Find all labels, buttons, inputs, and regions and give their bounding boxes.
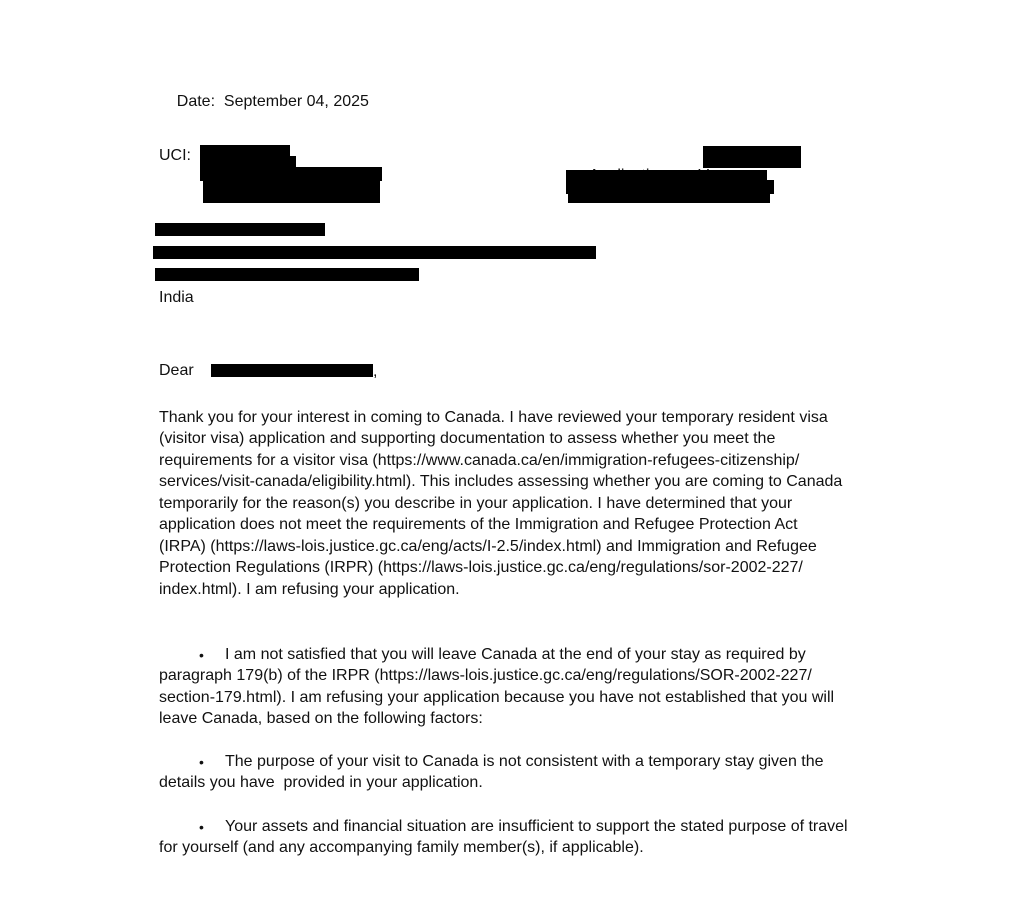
paragraph-line: (IRPA) (https://laws-lois.justice.gc.ca/eng/acts/I-2.5/index.html) and Immigration and Refugee [159,538,817,555]
paragraph-line: index.html). I am refusing your application. [159,581,460,598]
paragraph-line: Protection Regulations (IRPR) (https://laws-lois.justice.gc.ca/eng/regulations/sor-2002-227/ [159,559,803,576]
paragraph-line: requirements for a visitor visa (https://www.canada.ca/en/immigration-refugees-citizenship/ [159,452,800,469]
bullet-line: The purpose of your visit to Canada is not consistent with a temporary stay given the [225,753,824,770]
recipient-country: India [159,289,194,306]
redaction-block [203,180,380,203]
address-line-1-redaction [153,246,596,259]
date-value: September 04, 2025 [223,93,369,110]
bullet-icon: • [199,754,204,770]
bullet-line: I am not satisfied that you will leave Canada at the end of your stay as required by [225,646,806,663]
bullet-line: paragraph 179(b) of the IRPR (https://laws-lois.justice.gc.ca/eng/regulations/SOR-2002-227/ [159,667,812,684]
address-line-2-redaction [155,268,419,281]
bullet-icon: • [199,819,204,835]
bullet-line: details you have provided in your application. [159,774,483,791]
salutation: Dear [159,362,194,379]
bullet-line: section-179.html). I am refusing your application because you have not established that you will [159,689,835,706]
salutation-name-redaction [211,364,373,377]
redaction-block [703,146,801,168]
paragraph-line: application does not meet the requirements of the Immigration and Refugee Protection Act [159,516,798,533]
bullet-line: Your assets and financial situation are insufficient to support the stated purpose of travel [225,818,848,835]
redaction-block [200,167,382,181]
paragraph-line: Thank you for your interest in coming to Canada. I have reviewed your temporary resident visa [159,409,828,426]
date-line [159,72,369,132]
date-label: Date: [176,93,216,110]
salutation-comma: , [373,363,378,380]
paragraph-line: temporarily for the reason(s) you describe in your application. I have determined that your [159,495,793,512]
paragraph-line: (visitor visa) application and supporting documentation to assess whether you meet the [159,430,776,447]
bullet-line: leave Canada, based on the following factors: [159,710,483,727]
uci-label: UCI: [159,147,191,164]
bullet-line: for yourself (and any accompanying family member(s), if applicable). [159,839,644,856]
redaction-block [568,192,770,203]
bullet-icon: • [199,647,204,663]
paragraph-line: services/visit-canada/eligibility.html). This includes assessing whether you are coming to Canada [159,473,843,490]
recipient-name-redaction [155,223,325,236]
